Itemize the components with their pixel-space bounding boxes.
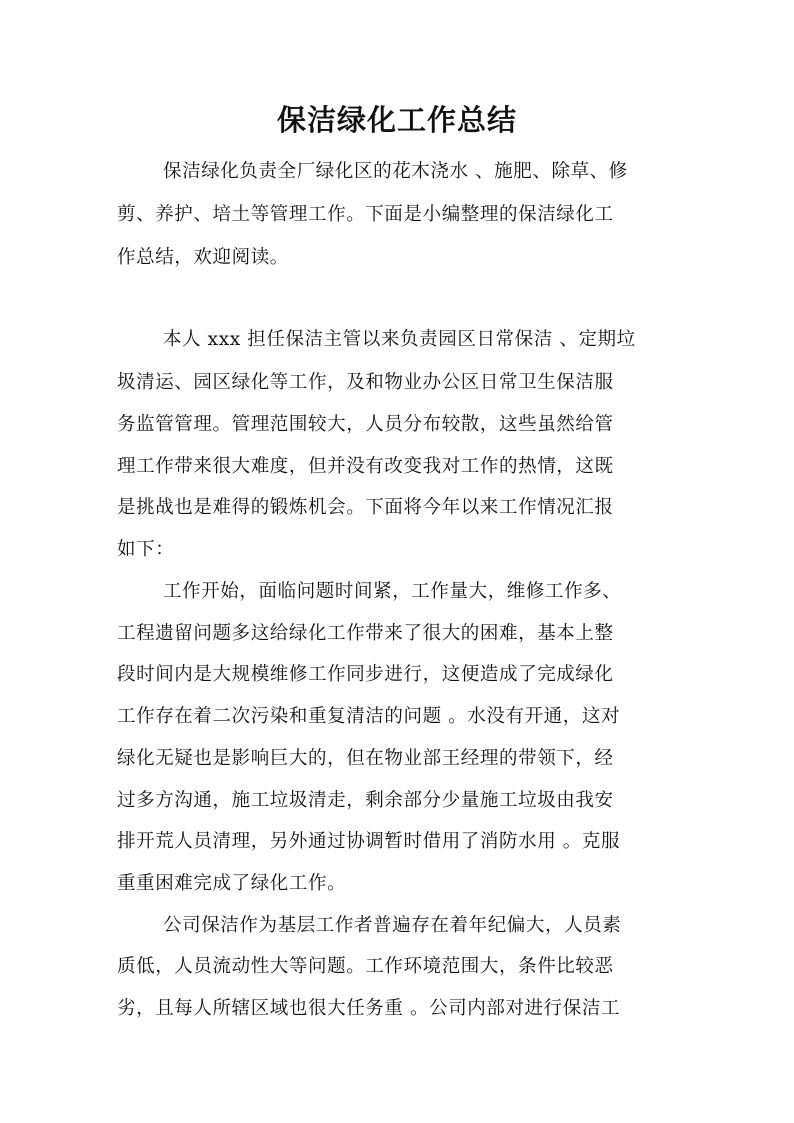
text-line: 公司保洁作为基层工作者普遍存在着年纪偏大，人员素 xyxy=(163,915,622,936)
text-line: 质低，人员流动性大等问题。工作环境范围大，条件比较恶 xyxy=(117,956,614,977)
text-line: 是挑战也是难得的锻炼机会。下面将今年以来工作情况汇报 xyxy=(117,497,614,518)
text-line: 圾清运、园区绿化等工作，及和物业办公区日常卫生保洁服 xyxy=(117,372,614,393)
text-line: 工作开始，面临问题时间紧，工作量大，维修工作多、 xyxy=(163,581,622,602)
text-line: 作总结，欢迎阅读。 xyxy=(117,247,289,268)
text-line: 剪、养护、培土等管理工作。下面是小编整理的保洁绿化工 xyxy=(117,204,614,225)
text-line: 保洁绿化负责全厂绿化区的花木浇水 、施肥、除草、修 xyxy=(163,161,628,182)
document-title: 保洁绿化工作总结 xyxy=(276,103,517,137)
text-line: 务监管管理。管理范围较大，人员分布较散，这些虽然给管 xyxy=(117,414,614,435)
text-line: 重重困难完成了绿化工作。 xyxy=(117,873,347,894)
text-line: 过多方沟通，施工垃圾清走，剩余部分少量施工垃圾由我安 xyxy=(117,790,614,811)
text-line: 工作存在着二次污染和重复清洁的问题 。水没有开通，这对 xyxy=(117,706,621,727)
text-line: 段时间内是大规模维修工作同步进行，这便造成了完成绿化 xyxy=(117,664,614,685)
text-line: 排开荒人员清理，另外通过协调暂时借用了消防水用 。克服 xyxy=(117,831,621,852)
text-line: 劣，且每人所辖区域也很大任务重 。公司内部对进行保洁工 xyxy=(117,998,621,1019)
text-line: 如下： xyxy=(117,539,175,560)
text-line: 本人 xxx 担任保洁主管以来负责园区日常保洁 、定期垃 xyxy=(163,329,636,350)
text-line: 绿化无疑也是影响巨大的，但在物业部王经理的带领下，经 xyxy=(117,748,614,769)
text-line: 理工作带来很大难度，但并没有改变我对工作的热情，这既 xyxy=(117,456,614,477)
text-line: 工程遗留问题多这给绿化工作带来了很大的困难，基本上整 xyxy=(117,623,614,644)
